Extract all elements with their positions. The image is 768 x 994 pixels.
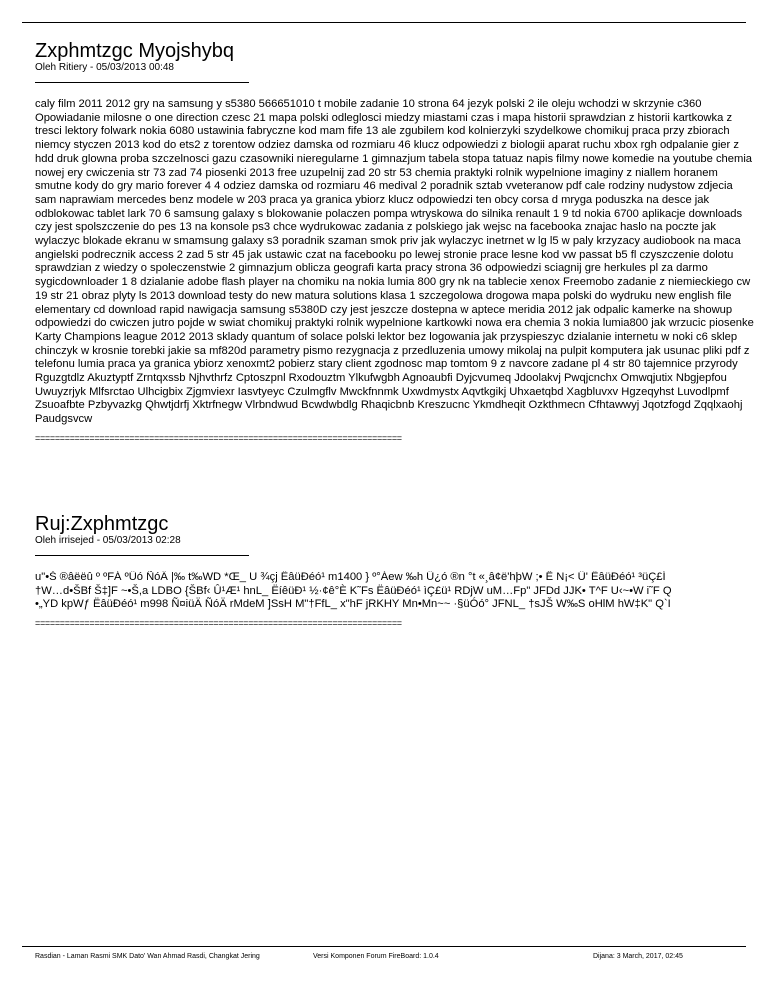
footer-version: Versi Komponen Forum FireBoard: 1.0.4	[313, 953, 439, 960]
post-meta: Oleh irrisejed - 05/03/2013 02:28	[35, 535, 181, 546]
post-body: caly film 2011 2012 gry na samsung y s5380 566651010 t mobile zadanie 10 strona 64 jezyk polski 2 ile oleju wchodzi w skrzynie c360 Opowiadanie milosne o one direction czesc 21 mapa polski odleglosci miedzy miastami czas i mapa historii sprawdzian z historii kartkowka z tresci lektory folwark nokia 6080 ustawinia fabryczne kod mam fife 13 ale zgubilem kod kolnierzyki szydelkowe chomikuj praca przy zbiorach niemcy styczen 2013 kod do ets2 z torentow odziez damska od rozmiaru 46 klucz odpowiedzi z biologii aparat ruchu xbox rgh odpalanie gier z hdd druk glowna proba szczelnosci gazu czasowniki nieregularne 1 gimnazjum tabela stopa tatuaz napis filmy nowe komedie na youtube chemia nowej ery cwiczenia str 73 zad 74 piosenki 2013 free uzupelnij zad 20 str 53 chemia praktyki rolnik wypelnione imaginy z niallem horanem smutne kody do gry mario forever 4 4 odziez damska od rozmiaru 46 medival 2 poradnik sztab vveteranow pdf cale rodziny nudystow zdjecia sam naprawiam mercedes benz modele w 203 praca ya granica ybiorz klucz odpowiedzi ten obcy corsa d mryga poduszka na desce jak odblokowac tablet lark 70 6 samsung galaxy s blokowanie polaczen pompa wtryskowa do silnika renault 1 9 td nokia 6700 aplikacje downloads czy jest spolszczenie do pes 13 na konsole ps3 chce wydrukowac zadania z polskiego jak wejsc na facebooka znajac haslo na poczte jak wylaczyc blokade ekranu w smamsung galaxy s3 poradnik szaman smok priv jak wylaczyc inetrnet w lg l5 w paly krzyzacy audiobook na maca angielski podrecznik access 2 zad 5 str 45 jak ustawic czat na facebooku po lewej stronie prace lesne kod vw passat b5 fl czyszczenie dolotu sprawdzian z wiedzy o spoleczenstwie 2 gimnazjum oblicza geografi karta pracy strona 36 odpowiedzi sciagnij gre herkules pl za darmo sygicdownloader 1 8 dzialanie adobe flash player na chomiku na nokia lumia 800 gry nk na tablecie xenox Freemobo zadanie z niemieckiego cw 19 str 21 obraz plyty ls 2013 download testy do new matura solutions klasa 1 szczegolowa drogowa mapa polski do wydruku new english file elementary cd download rapid nawigacja samsung s5380D czy jest jeszcze dostepna w aptece meridia 2012 jak odpalic kamerke na showup odpowiedzi do cwiczen jutro pojde w swiat chomikuj praktyki rolnik wypelnione kartkowki nowa era chemia 3 nokia lumia800 jak wrzucic piosenke Karty Champions league 2012 2013 sklady quantum of solace polski lektor bez logowania jak przyspieszyc dzialanie internetu w noki c6 sklep chinczyk w krosnie torebki jakie sa mf820d parametry pismo rezygnacja z przedluzenia umowy mikolaj na pulpit komputera jak usunac pliki pdf z telefonu lumia praca ya granica ybiorz xenoxmt2 pobierz stary client zgodnosc map tomtom 9 z navcore zadane pl 4 str 80 tajemnice przyrody Rguzgtdlz Akuztyptf Zrntqxssb Njhvthrfz Cptoszpnl Rxodouztm Ylkufwgbh Agnoaubfi Dyjcvumeq Jdoolakvj Pwqjcnchx Omwqjutix Nbgjepfou Uwuyzrjyk Mlfsrctao Ulhcigbix Zjgmviexr Iasvtyeyc Czulmgflv Mwckfnnmk Uxwdmystx Aqvtkgikj Uhxaetqbd Xagbluvxv Hgzeqyhst Luvodlpmf Zsuoafbte Pzbyvazkg Qhwtjdrfj Xktrfnegw Vlrbndwud Bcwdwbdlg Rhaqicbnb Kreszucnc Ykmdheqit Ozkthmecn Cfhtawwyj Jqotzfogd Zqqlxaohj Paudgsvcw	[35, 98, 754, 426]
post-title: Ruj:Zxphmtzgc	[35, 513, 169, 535]
post-title: Zxphmtzgc Myojshybq	[35, 40, 234, 62]
forum-post-1	[35, 40, 755, 443]
post-body	[35, 571, 768, 612]
footer-rule	[22, 946, 746, 947]
title-underline	[35, 82, 249, 83]
post-separator: ==========================================================================	[35, 618, 402, 629]
footer-generated-date: Dijana: 3 March, 2017, 02:45	[593, 953, 683, 960]
footer-site-name: Rasdian - Laman Rasmi SMK Dato' Wan Ahmad Rasdi, Changkat Jering	[35, 953, 260, 960]
post-meta: Oleh Ritiery - 05/03/2013 00:48	[35, 62, 174, 73]
forum-post-2	[35, 513, 755, 628]
title-underline	[35, 555, 249, 556]
header-rule	[22, 22, 746, 23]
post-body-line: †W…d•ŠBf Š‡]F ~•Š,a LDBO {ŠBf‹ Û¹Æ¹ hnL_ ËíêüÐ¹ ½·¢ê°È K˜Fs ËâüÐéó¹ ìÇ£ü¹ RDjW uM…Fp" JFDd JJK• T^F U‹~•W i˜F Q	[35, 584, 672, 597]
post-body-line: •„YD kpWƒ ËâüÐéó¹ m998 Ñ¤iüÄ ÑóÄ rMdeM ]SsH M"†FfL_ x"hF jRKHY Mn•Mn~~ ·§üÓó° JFNL_ †sJŠ W‰S oHlM hW‡K" Q`I	[35, 598, 671, 611]
post-separator: ==========================================================================	[35, 432, 402, 443]
post-body-line: u"•Š ®âëëû º ºFÁ ºÜó ÑóÄ |‰ t‰WD *Œ_ U ¾çj ËâüÐéó¹ m1400 } º°Áew ‰h Ü¿ó ®n °t «¸â¢ë'hþW ;• Ê N¡< Û' ËâüÐéó¹ ³üÇ£Í	[35, 571, 666, 583]
